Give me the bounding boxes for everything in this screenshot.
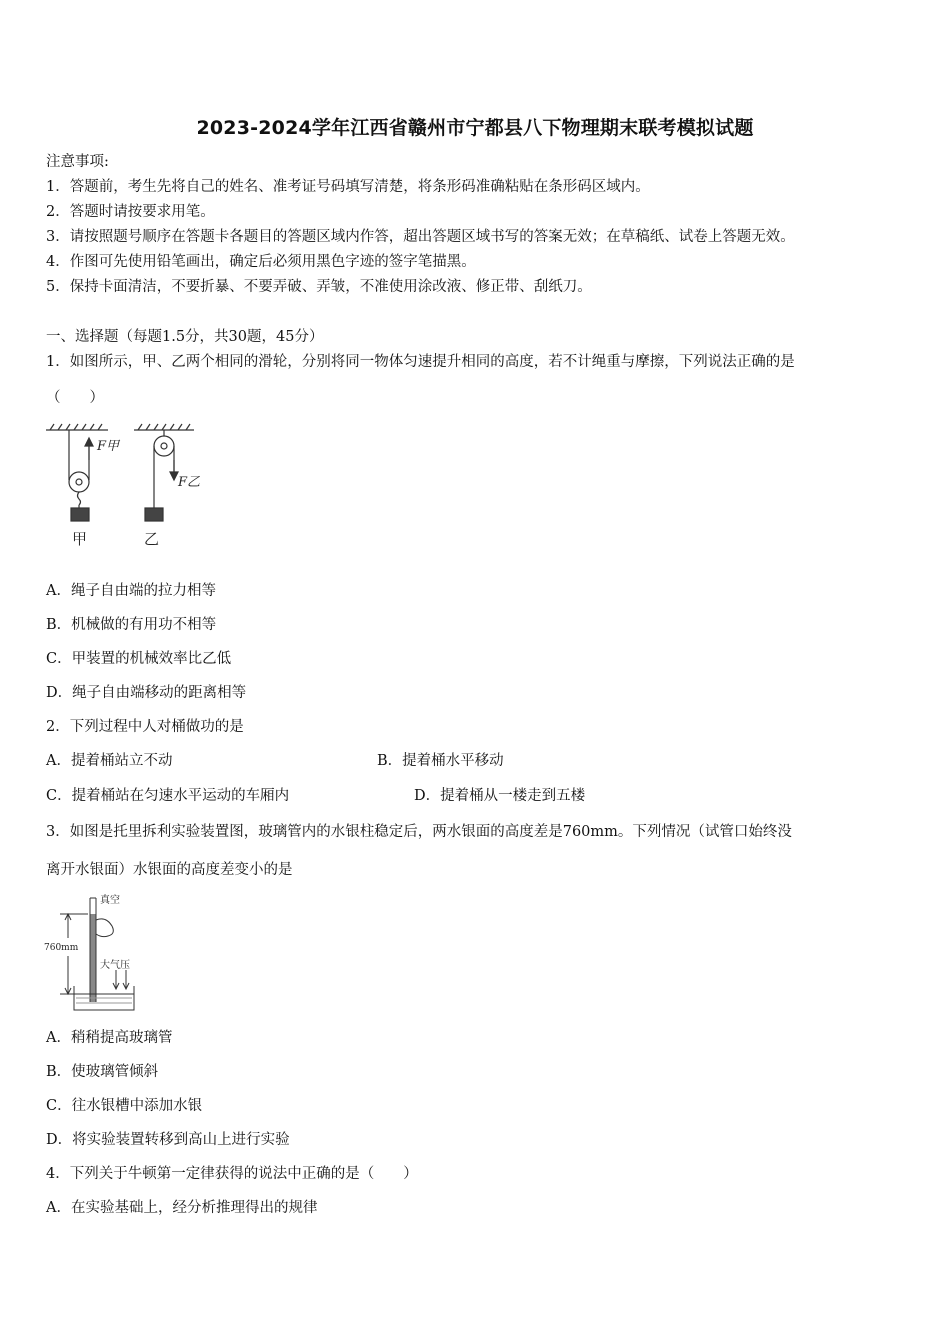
option: B．使玻璃管倾斜 — [46, 1064, 159, 1080]
force-label-right: F乙 — [178, 475, 201, 490]
option: C．提着桶站在匀速水平运动的车厢内 — [46, 788, 290, 804]
option: B．提着桶水平移动 — [377, 753, 504, 769]
option: D．绳子自由端移动的距离相等 — [46, 685, 247, 701]
pulley-figure — [44, 420, 214, 552]
notice-item: 3．请按照题号顺序在答题卡各题目的答题区域内作答，超出答题区域书写的答案无效；在草稿纸、试卷上答题无效。 — [46, 229, 795, 245]
section-heading: 一、选择题（每题1.5分，共30题，45分） — [46, 329, 324, 345]
answer-parentheses: （ ） — [46, 390, 104, 406]
option: D．将实验装置转移到高山上进行实验 — [46, 1132, 290, 1148]
option: A．稍稍提高玻璃管 — [46, 1030, 173, 1046]
option: A．在实验基础上，经分析推理得出的规律 — [46, 1200, 318, 1216]
height-label: 760mm — [44, 943, 79, 953]
option: C．往水银槽中添加水银 — [46, 1098, 203, 1114]
option: A．绳子自由端的拉力相等 — [46, 583, 216, 599]
notice-item: 4．作图可先使用铅笔画出，确定后必须用黑色字迹的签字笔描黑。 — [46, 254, 476, 270]
pressure-label: 大气压 — [100, 960, 130, 971]
figure-label-left: 甲 — [72, 530, 88, 548]
option: D．提着桶从一楼走到五楼 — [414, 788, 586, 804]
option: C．甲装置的机械效率比乙低 — [46, 651, 232, 667]
question-stem: 2．下列过程中人对桶做功的是 — [46, 719, 244, 735]
option: B．机械做的有用功不相等 — [46, 617, 217, 633]
vacuum-label: 真空 — [100, 895, 120, 906]
force-label-left: F甲 — [97, 439, 120, 454]
torricelli-figure — [44, 890, 154, 1014]
question-stem: 1．如图所示，甲、乙两个相同的滑轮，分别将同一物体匀速提升相同的高度，若不计绳重与摩擦，下列说法正确的是 — [46, 354, 795, 370]
question-stem: 3．如图是托里拆利实验装置图，玻璃管内的水银柱稳定后，两水银面的高度差是760mm。下列情况（试管口始终没 — [46, 824, 792, 840]
notice-heading: 注意事项: — [46, 154, 109, 170]
question-stem: 离开水银面）水银面的高度差变小的是 — [46, 862, 293, 878]
question-stem: 4．下列关于牛顿第一定律获得的说法中正确的是（ ） — [46, 1166, 418, 1182]
option: A．提着桶站立不动 — [46, 753, 173, 769]
figure-label-right: 乙 — [144, 530, 160, 548]
notice-item: 2．答题时请按要求用笔。 — [46, 204, 215, 220]
page-title: 2023-2024学年江西省赣州市宁都县八下物理期末联考模拟试题 — [196, 117, 754, 139]
notice-item: 5．保持卡面清洁，不要折暴、不要弄破、弄皱，不准使用涂改液、修正带、刮纸刀。 — [46, 279, 592, 295]
notice-item: 1．答题前，考生先将自己的姓名、准考证号码填写清楚，将条形码准确粘贴在条形码区域内。 — [46, 179, 650, 195]
